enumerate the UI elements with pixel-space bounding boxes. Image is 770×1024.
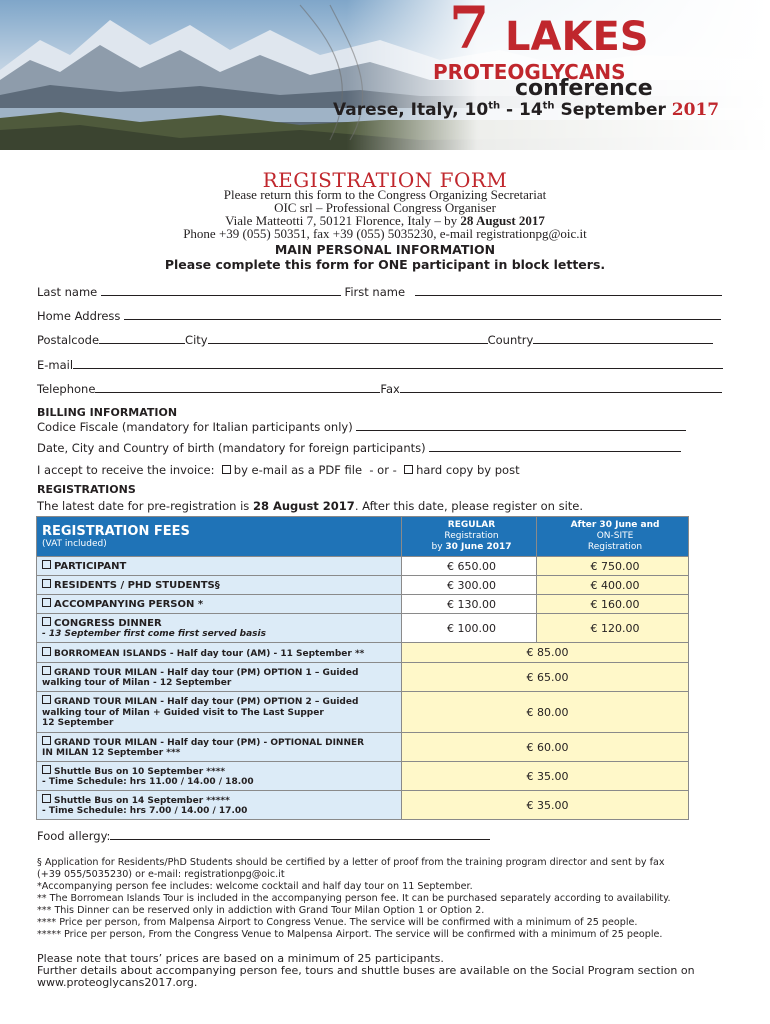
shuttle-10-checkbox[interactable] bbox=[42, 765, 51, 774]
telephone-fax-row bbox=[37, 382, 722, 396]
table-row: BORROMEAN ISLANDS - Half day tour (AM) - 11 September ** € 85.00 bbox=[37, 643, 689, 663]
footer-line-1: Please note that tours’ prices are based on a minimum of 25 participants. bbox=[37, 952, 444, 965]
table-row: ACCOMPANYING PERSON * € 130.00 € 160.00 bbox=[37, 595, 689, 614]
participant-regular-price: € 650.00 bbox=[402, 557, 537, 576]
invoice-pdf-label: by e-mail as a PDF file bbox=[233, 463, 363, 477]
milan-dinner-price: € 60.00 bbox=[402, 733, 689, 762]
table-row: GRAND TOUR MILAN - Half day tour (PM) OPTION 2 – Guided walking tour of Milan + Guided visit to The Last Supper 12 September € 80.00 bbox=[37, 692, 689, 733]
borromean-checkbox[interactable] bbox=[42, 647, 51, 656]
participant-onsite-price: € 750.00 bbox=[537, 557, 689, 576]
email-label: E-mail bbox=[37, 358, 74, 372]
table-row: Shuttle Bus on 10 September **** - Time Schedule: hrs 11.00 / 14.00 / 18.00 € 35.00 bbox=[37, 762, 689, 791]
instruction-line-1: Please return this form to the Congress Organizing Secretariat bbox=[223, 187, 547, 202]
note-shuttle-14: ***** Price per person, From the Congress Venue to Malpensa Airport. The service will be confirmed with a minimum of 25 people. bbox=[37, 929, 663, 940]
city-field[interactable] bbox=[208, 333, 488, 344]
address-line: Viale Matteotti 7, 50121 Florence, Italy – by 28 August 2017 bbox=[225, 213, 545, 228]
home-address-row bbox=[37, 309, 721, 323]
dinner-checkbox[interactable] bbox=[42, 617, 51, 626]
table-row: RESIDENTS / PHD STUDENTS§ € 300.00 € 400.00 bbox=[37, 576, 689, 595]
country-label: Country bbox=[487, 333, 534, 347]
first-name-label: First name bbox=[344, 285, 406, 299]
milan-option2-checkbox[interactable] bbox=[42, 695, 51, 704]
milan-dinner-checkbox[interactable] bbox=[42, 736, 51, 745]
table-row: GRAND TOUR MILAN - Half day tour (PM) OPTION 1 – Guided walking tour of Milan - 12 September € 65.00 bbox=[37, 663, 689, 692]
home-address-field[interactable] bbox=[124, 309, 721, 320]
postalcode-field[interactable] bbox=[99, 333, 185, 344]
milan-option1-price: € 65.00 bbox=[402, 663, 689, 692]
food-allergy-row bbox=[37, 829, 490, 843]
invoice-hardcopy-label: hard copy by post bbox=[416, 463, 520, 477]
registration-fees-table bbox=[36, 516, 689, 820]
note-borromean: ** The Borromean Islands Tour is included in the accompanying person fee. It can be purchased separately according to availability. bbox=[37, 893, 671, 904]
dinner-onsite-price: € 120.00 bbox=[537, 614, 689, 643]
conference-dates: Varese, Italy, 10th - 14th September 2017 bbox=[333, 100, 720, 120]
last-name-label: Last name bbox=[37, 285, 98, 299]
note-accompanying: *Accompanying person fee includes: welcome cocktail and half day tour on 11 September. bbox=[37, 881, 473, 892]
birth-label: Date, City and Country of birth (mandatory for foreign participants) bbox=[37, 441, 426, 455]
onsite-header: After 30 June and ON-SITE Registration bbox=[537, 517, 689, 557]
telephone-field[interactable] bbox=[95, 382, 380, 393]
latest-date-note: The latest date for pre-registration is 28 August 2017. After this date, please register on site. bbox=[37, 499, 584, 513]
residents-regular-price: € 300.00 bbox=[402, 576, 537, 595]
regular-header: REGULAR Registration by 30 June 2017 bbox=[402, 517, 537, 557]
invoice-hardcopy-checkbox[interactable] bbox=[404, 465, 413, 474]
last-name-row bbox=[37, 285, 722, 299]
conference-logo bbox=[333, 0, 770, 150]
residents-checkbox[interactable] bbox=[42, 579, 51, 588]
dinner-regular-price: € 100.00 bbox=[402, 614, 537, 643]
postalcode-label: Postalcode bbox=[37, 333, 100, 347]
logo-proteoglycans: PROTEOGLYCANS bbox=[433, 60, 626, 84]
email-row bbox=[37, 358, 723, 372]
footer-line-2: Further details about accompanying person fee, tours and shuttle buses are available on the Social Program section on bbox=[37, 964, 695, 977]
fees-header-row bbox=[37, 517, 689, 557]
instruction-line-2: OIC srl – Professional Congress Organiser bbox=[274, 200, 496, 215]
contact-line: Phone +39 (055) 50351, fax +39 (055) 5035230, e-mail registrationpg@oic.it bbox=[183, 226, 587, 241]
main-info-heading: MAIN PERSONAL INFORMATION bbox=[274, 242, 496, 257]
birth-field[interactable] bbox=[429, 441, 681, 452]
billing-heading: BILLING INFORMATION bbox=[37, 406, 178, 419]
table-row: GRAND TOUR MILAN - Half day tour (PM) - OPTIONAL DINNER IN MILAN 12 September *** € 60.00 bbox=[37, 733, 689, 762]
email-field[interactable] bbox=[73, 358, 723, 369]
page-title: REGISTRATION FORM bbox=[262, 168, 508, 192]
fees-title-cell: REGISTRATION FEES (VAT included) bbox=[37, 517, 402, 557]
accompanying-regular-price: € 130.00 bbox=[402, 595, 537, 614]
logo-conference: conference bbox=[515, 76, 653, 101]
residents-onsite-price: € 400.00 bbox=[537, 576, 689, 595]
food-allergy-field[interactable] bbox=[110, 829, 490, 840]
logo-seven: 7 bbox=[449, 0, 490, 62]
table-row: PARTICIPANT € 650.00 € 750.00 bbox=[37, 557, 689, 576]
codice-fiscale-field[interactable] bbox=[356, 420, 686, 431]
codice-fiscale-row bbox=[37, 420, 686, 434]
food-allergy-label: Food allergy: bbox=[37, 829, 111, 843]
milan-option2-price: € 80.00 bbox=[402, 692, 689, 733]
last-name-field[interactable] bbox=[101, 285, 341, 296]
birth-row bbox=[37, 441, 681, 455]
borromean-price: € 85.00 bbox=[402, 643, 689, 663]
registrations-heading: REGISTRATIONS bbox=[37, 483, 136, 496]
milan-option1-checkbox[interactable] bbox=[42, 666, 51, 675]
note-residents-contact: (+39 055/5035230) or e-mail: registrationpg@oic.it bbox=[37, 869, 285, 880]
logo-lakes: LAKES bbox=[505, 14, 649, 60]
header-banner bbox=[0, 0, 770, 150]
postal-city-country-row bbox=[37, 333, 713, 347]
home-address-label: Home Address bbox=[37, 309, 121, 323]
accompanying-onsite-price: € 160.00 bbox=[537, 595, 689, 614]
country-field[interactable] bbox=[533, 333, 713, 344]
codice-fiscale-label: Codice Fiscale (mandatory for Italian participants only) bbox=[37, 420, 353, 434]
invoice-row bbox=[37, 463, 520, 477]
note-residents: § Application for Residents/PhD Students should be certified by a letter of proof from the training program director and sent by fax bbox=[37, 857, 665, 868]
telephone-label: Telephone bbox=[37, 382, 96, 396]
fax-field[interactable] bbox=[400, 382, 722, 393]
note-dinner: *** This Dinner can be reserved only in addiction with Grand Tour Milan Option 1 or Option 2. bbox=[37, 905, 485, 916]
table-row: Shuttle Bus on 14 September ***** - Time Schedule: hrs 7.00 / 14.00 / 17.00 € 35.00 bbox=[37, 791, 689, 820]
shuttle-10-price: € 35.00 bbox=[402, 762, 689, 791]
footer-website: www.proteoglycans2017.org. bbox=[37, 976, 198, 989]
participant-checkbox[interactable] bbox=[42, 560, 51, 569]
fax-label: Fax bbox=[380, 382, 400, 396]
table-row: CONGRESS DINNER - 13 September first come first served basis € 100.00 € 120.00 bbox=[37, 614, 689, 643]
invoice-label: I accept to receive the invoice: bbox=[37, 463, 215, 477]
accompanying-checkbox[interactable] bbox=[42, 598, 51, 607]
shuttle-14-checkbox[interactable] bbox=[42, 794, 51, 803]
invoice-pdf-checkbox[interactable] bbox=[222, 465, 231, 474]
shuttle-14-price: € 35.00 bbox=[402, 791, 689, 820]
first-name-field[interactable] bbox=[415, 285, 722, 296]
note-shuttle-10: **** Price per person, from Malpensa Airport to Congress Venue. The service will be confirmed with a minimum of 25 people. bbox=[37, 917, 638, 928]
city-label: City bbox=[185, 333, 208, 347]
invoice-or-label: - or - bbox=[369, 463, 397, 477]
main-info-subheading: Please complete this form for ONE participant in block letters. bbox=[164, 257, 606, 272]
